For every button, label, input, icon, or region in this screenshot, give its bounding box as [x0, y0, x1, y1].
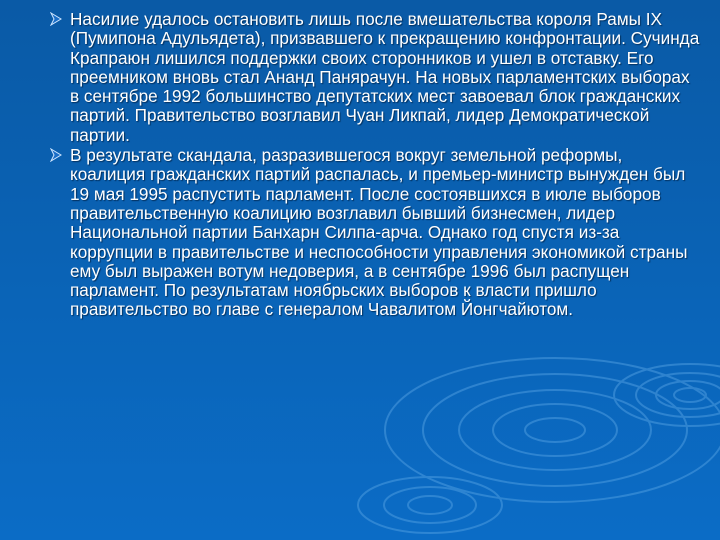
bullet-text: Насилие удалось остановить лишь после вмешательства короля Рамы IX (Пумипона Адульядета), призвавшего к прекращению конфронтации. Сучинда Крапраюн лишился поддержки своих сторонников и ушел в отставку. Его преемником вновь стал Ананд Панярачун. На новых парламентских выборах в сентябре 1992 большинство депутатских мест завоевал блок гражданских партий. Правительство возглавил Чуан Ликпай, лидер Демократической партии. — [70, 9, 700, 145]
arrow-bullet-icon — [50, 12, 62, 26]
bullet-item — [52, 146, 702, 320]
bullet-list — [52, 10, 702, 321]
bullet-item — [52, 10, 702, 145]
bullet-text: В результате скандала, разразившегося вокруг земельной реформы, коалиция гражданских партий распалась, и премьер-министр вынужден был 19 мая 1995 распустить парламент. После состоявшихся в июле выборов правительственную коалицию возглавил бывший бизнесмен, лидер Национальной партии Банхарн Силпа-арча. Однако год спустя из-за коррупции в правительстве и неспособности управления экономикой страны ему был выражен вотум недоверия, а в сентябре 1996 был распущен парламент. По результатам ноябрьских выборов к власти пришло правительство во главе с генералом Чавалитом Йонгчайютом. — [70, 145, 688, 320]
arrow-bullet-icon — [50, 148, 62, 162]
